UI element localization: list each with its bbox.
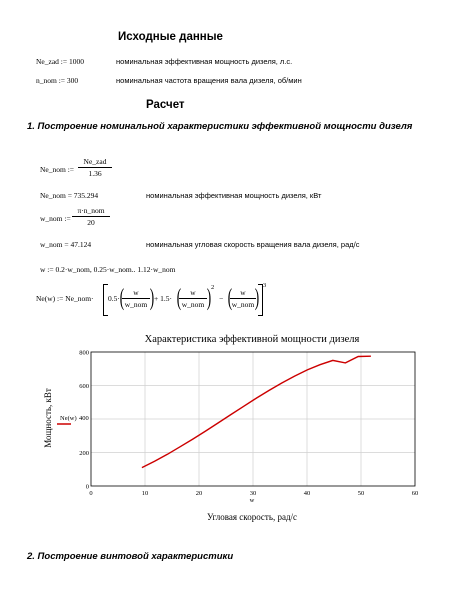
power-3: 3 bbox=[263, 282, 267, 289]
x-tick-label: 10 bbox=[141, 490, 149, 497]
ne-nom-result: Ne_nom = 735.294 bbox=[40, 191, 99, 200]
chart-x-axis-label: Угловая скорость, рад/с bbox=[206, 512, 298, 522]
paren-right: ) bbox=[206, 285, 212, 311]
w-nom-result: w_nom = 47.124 bbox=[40, 240, 92, 249]
n-nom-desc: номинальная частота вращения вала дизеля, об/мин bbox=[116, 76, 302, 85]
chart-series bbox=[142, 356, 371, 467]
chart-x-variable-label: w bbox=[249, 497, 255, 504]
term-2-numerator: w bbox=[190, 288, 196, 297]
paren-left: ( bbox=[227, 285, 233, 311]
w-range-expr: w := 0.2·w_nom, 0.25·w_nom.. 1.12·w_nom bbox=[40, 265, 176, 274]
paren-right: ) bbox=[149, 285, 155, 311]
section-1-heading: 1. Построение номинальной характеристики эффективной мощности дизеля bbox=[27, 121, 413, 132]
ne-nom-denominator: 1.36 bbox=[88, 169, 102, 178]
x-tick-label: 0 bbox=[89, 490, 93, 497]
ne-w-lhs: Ne(w) := Ne_nom· bbox=[36, 294, 94, 303]
ne-nom-lhs: Ne_nom := bbox=[40, 165, 75, 174]
term-1-numerator: w bbox=[133, 288, 139, 297]
paren-left: ( bbox=[119, 285, 125, 311]
term-1-denominator: w_nom bbox=[124, 300, 148, 309]
ne-zad-desc: номинальная эффективная мощность дизеля, л.с. bbox=[116, 57, 293, 66]
x-tick-label: 50 bbox=[357, 490, 365, 497]
section-2-heading: 2. Построение винтовой характеристики bbox=[27, 551, 234, 562]
x-tick-label: 40 bbox=[303, 490, 311, 497]
y-tick-label: 200 bbox=[79, 450, 89, 457]
w-nom-lhs: w_nom := bbox=[40, 214, 71, 223]
chart-y-tick-label: 400 bbox=[79, 415, 89, 422]
coef-2: + 1.5· bbox=[154, 294, 172, 303]
ne-nom-desc: номинальная эффективная мощность дизеля, кВт bbox=[146, 191, 322, 200]
term-2-denominator: w_nom bbox=[181, 300, 205, 309]
y-tick-label: 0 bbox=[85, 483, 89, 491]
minus-sign: − bbox=[219, 294, 224, 303]
ne-nom-numerator: Ne_zad bbox=[83, 157, 107, 166]
term-3-numerator: w bbox=[240, 288, 246, 297]
ne-zad-expr: Ne_zad := 1000 bbox=[36, 57, 84, 66]
chart-ticks bbox=[79, 350, 418, 498]
paren-right: ) bbox=[254, 285, 260, 311]
x-tick-label: 60 bbox=[411, 490, 419, 497]
chart-y-axis-label: Мощность, кВт bbox=[43, 388, 53, 448]
power-2: 2 bbox=[211, 284, 215, 291]
n-nom-expr: n_nom := 300 bbox=[36, 76, 79, 85]
chart-title: Характеристика эффективной мощности дизеля bbox=[144, 334, 360, 345]
paren-left: ( bbox=[176, 285, 182, 311]
x-tick-label: 20 bbox=[195, 490, 203, 497]
x-tick-label: 30 bbox=[249, 490, 257, 497]
w-nom-numerator: π·n_nom bbox=[77, 206, 105, 215]
y-tick-label: 600 bbox=[79, 383, 89, 390]
y-tick-label: 800 bbox=[79, 349, 89, 357]
coef-1: 0.5· bbox=[108, 294, 120, 303]
ne-w-curve bbox=[142, 356, 371, 467]
chart-grid bbox=[91, 352, 415, 486]
w-nom-denominator: 20 bbox=[87, 218, 95, 227]
chart-y-variable-label: Ne(w) bbox=[60, 415, 77, 422]
calc-title: Расчет bbox=[146, 99, 185, 111]
w-nom-desc: номинальная угловая скорость вращения вала дизеля, рад/с bbox=[146, 240, 360, 249]
term-3-denominator: w_nom bbox=[231, 300, 255, 309]
source-title: Исходные данные bbox=[118, 31, 223, 43]
